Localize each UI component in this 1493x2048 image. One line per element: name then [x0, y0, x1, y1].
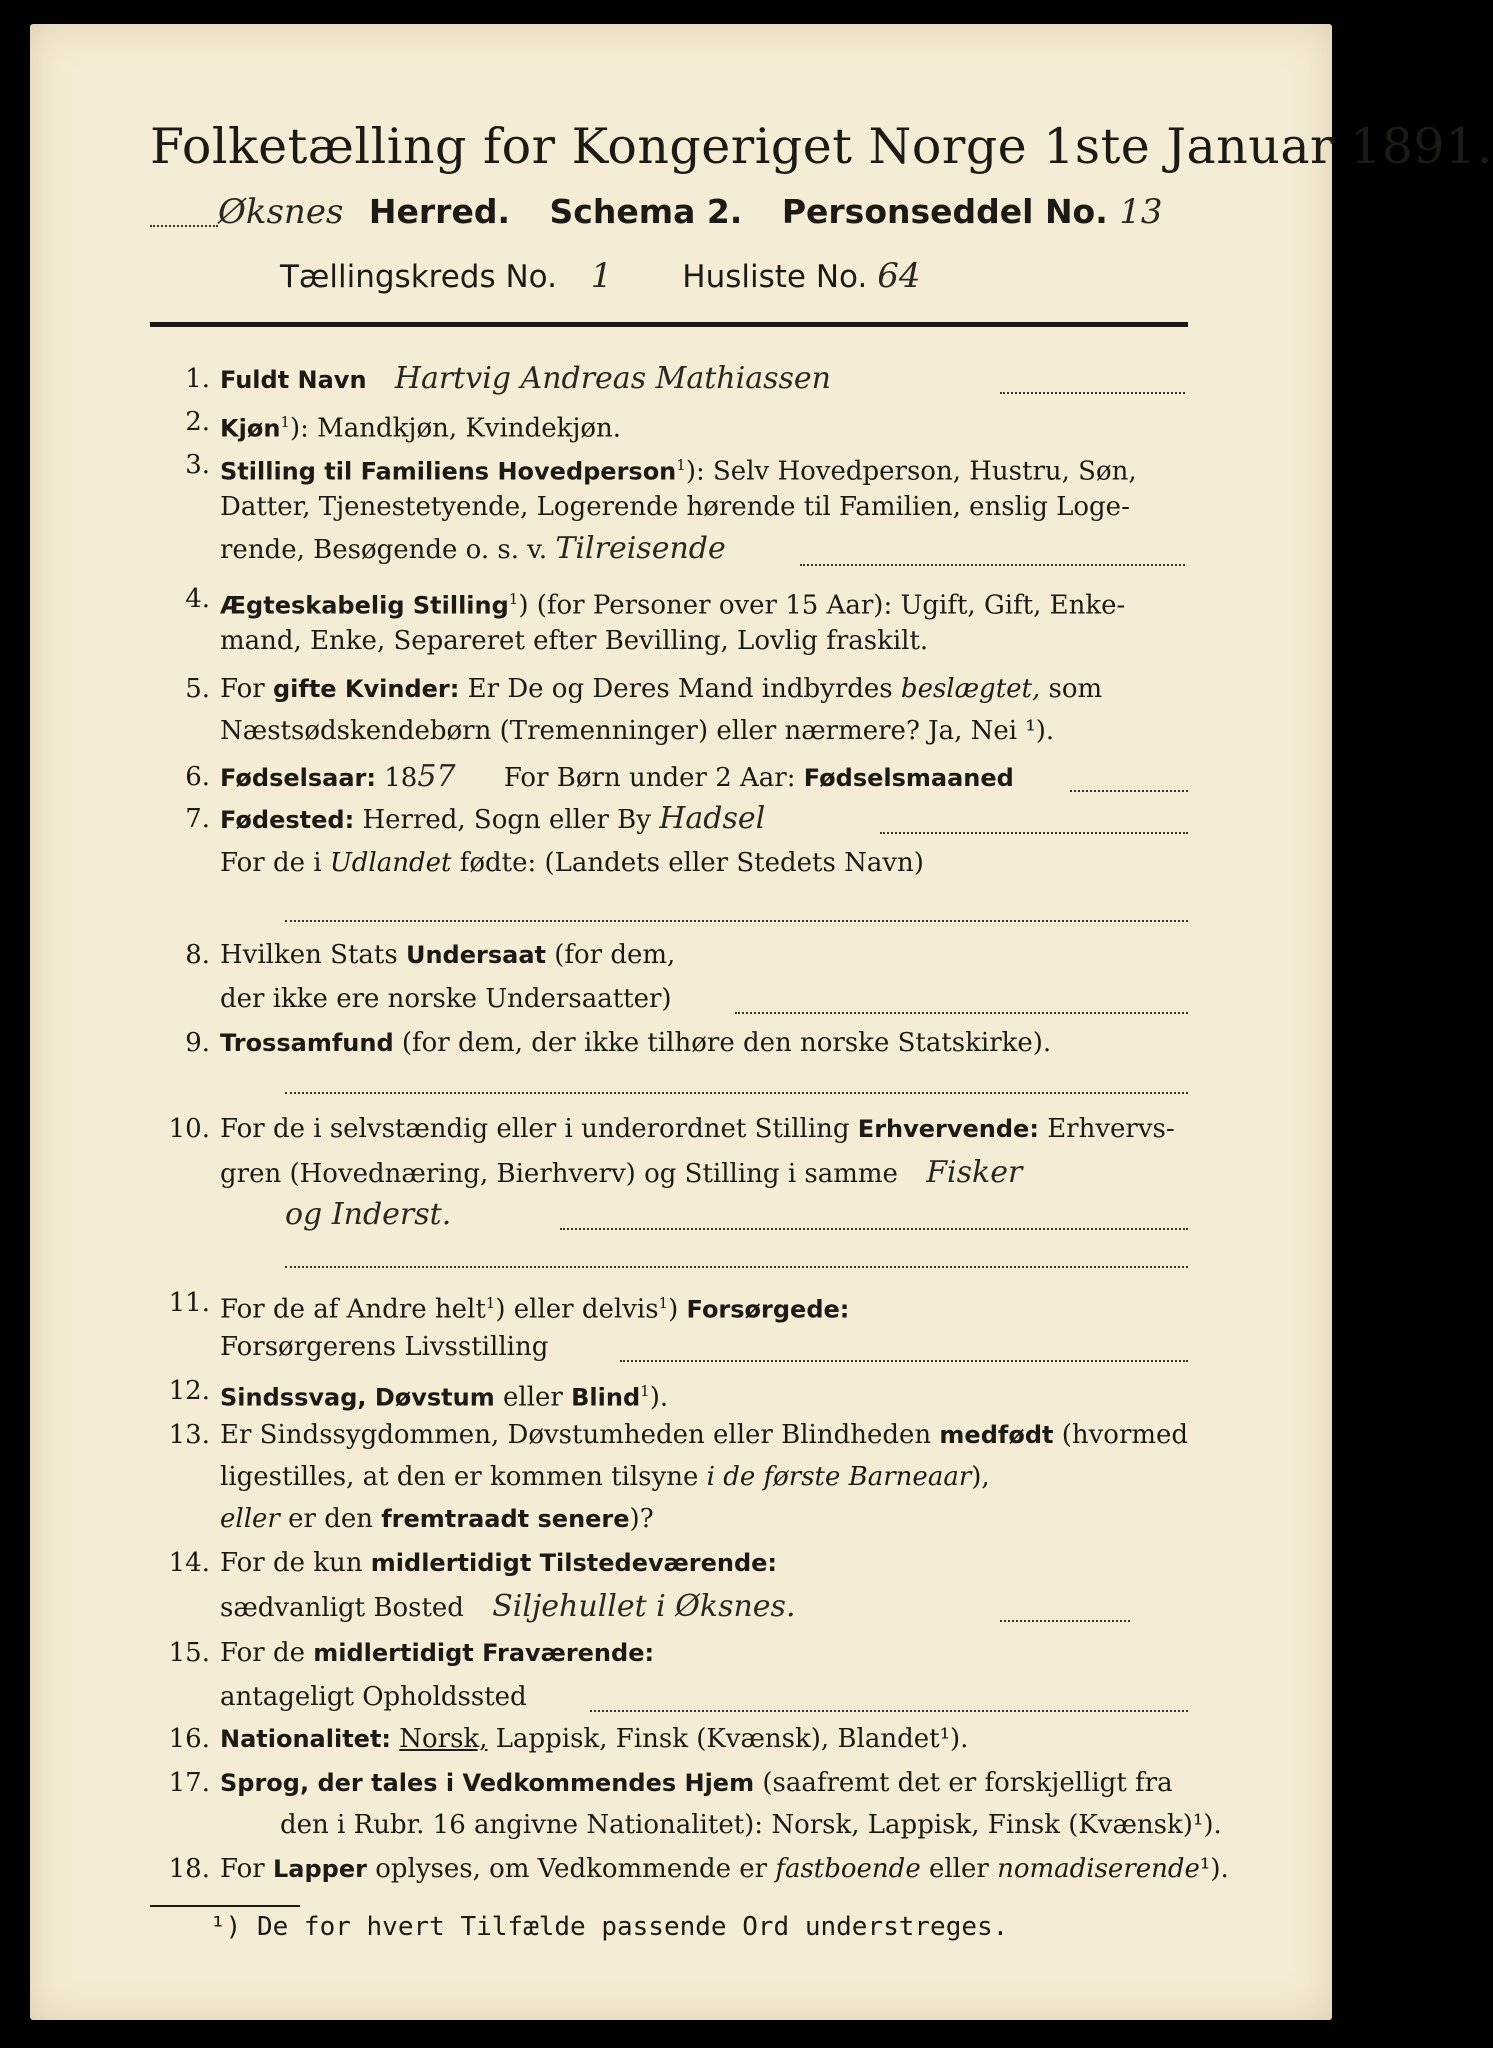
item-14-pre: For de kun: [220, 1548, 363, 1578]
item-13-text-3b: )?: [629, 1504, 654, 1534]
item-12-label-2: Blind: [571, 1383, 641, 1412]
kreds-value: 1: [590, 256, 613, 296]
item-8-text-1a: Hvilken Stats: [220, 940, 398, 970]
item-9-dots: [285, 1092, 1188, 1094]
item-7-number: 7.: [185, 804, 210, 834]
item-1-dots: [1000, 392, 1185, 394]
item-7-text-1: Herred, Sogn eller By: [362, 805, 651, 835]
item-8-text-2: der ikke ere norske Undersaatter): [220, 984, 672, 1014]
item-5-text-1: Er De og Deres Mand indbyrdes: [467, 674, 893, 704]
item-12-rest: ).: [649, 1382, 669, 1413]
form-title: Folketælling for Kongeriget Norge 1ste Januar 1891.: [150, 118, 1493, 175]
item-10-label: Erhvervende:: [857, 1115, 1039, 1143]
item-17-label: Sprog, der tales i Vedkommendes Hjem: [220, 1769, 755, 1797]
full-name-value: Hartvig Andreas Mathiassen: [394, 361, 831, 396]
item-9-number: 9.: [185, 1028, 210, 1058]
item-12-text: Sindssvag, Døvstum eller Blind$^1$).: [220, 1382, 669, 1413]
item-14-text-2: sædvanligt Bosted: [220, 1593, 464, 1623]
item-18-text-1b: eller: [928, 1854, 989, 1884]
birth-year-value: 57: [417, 759, 456, 794]
item-18-emphasis-1: fastboende: [775, 1854, 921, 1884]
birthplace-value: Hadsel: [659, 801, 766, 836]
item-10-extra-dots: [285, 1266, 1188, 1268]
item-11-dots: [620, 1360, 1188, 1362]
item-5-text-2: Næstsødskendebørn (Tremenninger) eller nærmere? Ja, Nei ¹).: [220, 716, 1055, 746]
item-1-text: [220, 362, 831, 397]
item-14-number: 14.: [168, 1548, 210, 1578]
item-6-dots: [1070, 790, 1188, 792]
item-6-label: Fødselsaar:: [220, 764, 376, 792]
item-13-line-1: [220, 1418, 1188, 1452]
item-4-label: Ægteskabelig Stilling: [220, 591, 509, 620]
schema-label: Schema 2.: [549, 192, 743, 231]
item-7-foreign-dots: [285, 920, 1188, 922]
item-4-line-1: Ægteskabelig Stilling$^1$) (for Personer over 15 Aar): Ugift, Gift, Enke-: [220, 590, 1126, 621]
item-10-text-1a: For de i selvstændig eller i underordnet Stilling: [220, 1114, 850, 1144]
occupation-value-2: og Inderst.: [285, 1197, 452, 1232]
item-7-text-2a: For de i: [220, 848, 322, 878]
item-16-rest: Lappisk, Finsk (Kvænsk), Blandet¹).: [495, 1724, 969, 1754]
nationality-selected: Norsk,: [399, 1724, 488, 1754]
item-13-text-3: [220, 1502, 654, 1536]
item-13-text-2a: ligestilles, at den er kommen tilsyne: [220, 1462, 699, 1492]
item-10-number: 10.: [168, 1114, 210, 1144]
birth-year-prefix: 18: [384, 763, 418, 793]
item-6-number: 6.: [185, 762, 210, 792]
item-13-emphasis-2: eller: [220, 1504, 280, 1534]
item-11-text-2: Forsørgerens Livsstilling: [220, 1332, 549, 1362]
item-7-line-1: [220, 802, 765, 837]
item-5-label: gifte Kvinder:: [272, 675, 460, 703]
item-15-pre: For de: [220, 1638, 305, 1668]
item-18-pre: For: [220, 1854, 265, 1884]
item-13-text-2b: ),: [971, 1462, 990, 1492]
husliste-value: 64: [877, 256, 921, 296]
item-13-label-2: fremtraadt senere: [381, 1505, 630, 1533]
occupation-value-1: Fisker: [926, 1155, 1023, 1190]
item-6-mid: For Børn under 2 Aar:: [503, 763, 796, 793]
item-18-emphasis-2: nomadiserende: [997, 1854, 1200, 1884]
item-14-dots: [1000, 1620, 1130, 1622]
item-16-text: [220, 1722, 968, 1756]
item-4-options-1: ) (for Personer over 15 Aar): Ugift, Gift, Enke-: [518, 590, 1126, 621]
item-8-number: 8.: [185, 940, 210, 970]
item-13-text-1b: (hvormed: [1061, 1420, 1189, 1450]
item-5-pre: For: [220, 674, 265, 704]
item-8-text-1b: (for dem,: [554, 940, 676, 970]
item-11-sup-2: 1: [658, 1294, 669, 1312]
personseddel-label: Personseddel No.: [781, 192, 1108, 231]
item-5-emphasis: beslægtet,: [900, 674, 1041, 704]
item-16-number: 16.: [168, 1724, 210, 1754]
herred-line: [218, 192, 1163, 232]
item-5-line-1: [220, 672, 1102, 706]
kreds-line: [280, 256, 920, 296]
item-11-text-1a: For de af Andre helt: [220, 1294, 486, 1325]
item-11-line-1: [220, 1286, 849, 1327]
item-2-sup: 1: [280, 413, 290, 431]
item-14-text-2-wrap: [220, 1590, 795, 1625]
item-18-text: [220, 1852, 1229, 1886]
item-15-dots: [590, 1710, 1188, 1712]
item-15-label: midlertidigt Fraværende:: [313, 1639, 655, 1667]
herred-leader-dots: [150, 225, 218, 227]
item-18-text-1c: ¹).: [1199, 1854, 1229, 1884]
item-3-options-3-wrap: [220, 532, 726, 567]
item-7-label: Fødested:: [220, 806, 355, 834]
personseddel-value: 13: [1119, 192, 1163, 232]
item-11-number: 11.: [168, 1288, 210, 1318]
item-10-text-2-wrap: [220, 1156, 1022, 1191]
item-5-text-1b: som: [1048, 674, 1103, 704]
item-13-text-2: [220, 1460, 990, 1494]
item-12-mid: eller: [503, 1382, 563, 1413]
item-2-number: 2.: [185, 407, 210, 437]
item-18-text-1a: oplyses, om Vedkommende er: [375, 1854, 768, 1884]
item-13-number: 13.: [168, 1420, 210, 1450]
item-5-number: 5.: [185, 674, 210, 704]
item-3-options-3: rende, Besøgende o. s. v.: [220, 535, 548, 565]
item-3-dots: [800, 564, 1185, 566]
item-4-options-2: mand, Enke, Separeret efter Bevilling, Lovlig fraskilt.: [220, 626, 929, 656]
item-15-number: 15.: [168, 1638, 210, 1668]
item-8-line-1: [220, 938, 675, 972]
item-12-label: Sindssvag, Døvstum: [220, 1383, 495, 1412]
item-1-label: Fuldt Navn: [220, 366, 367, 394]
footnote: ¹) De for hvert Tilfælde passende Ord understreges.: [210, 1912, 1009, 1942]
item-10-text-1b: Erhvervs-: [1047, 1114, 1175, 1144]
family-position-value: Tilreisende: [555, 531, 726, 566]
item-16-label: Nationalitet:: [220, 1725, 392, 1753]
item-3-options-1: ): Selv Hovedperson, Hustru, Søn,: [685, 456, 1137, 487]
item-17-text-1: (saafremt det er forskjelligt fra: [762, 1768, 1173, 1798]
item-13-text-3a: er den: [288, 1504, 373, 1534]
kreds-label: Tællingskreds No.: [280, 259, 557, 295]
item-3-label: Stilling til Familiens Hovedperson: [220, 457, 677, 486]
item-15-text-2: antageligt Opholdssted: [220, 1682, 527, 1712]
item-14-line-1: [220, 1546, 777, 1580]
item-7-dots: [880, 832, 1188, 834]
item-8-dots: [735, 1012, 1188, 1014]
item-9-rest: (for dem, der ikke tilhøre den norske Statskirke).: [401, 1028, 1052, 1058]
item-11-text-1b: ) eller delvis: [495, 1294, 659, 1325]
item-2-text: [220, 405, 621, 446]
item-7-text-2: [220, 846, 924, 880]
herred-value: Øksnes: [218, 192, 344, 232]
footnote-rule: [150, 1905, 300, 1907]
item-10-dots: [560, 1228, 1188, 1230]
item-10-text-2: gren (Hovednæring, Bierhverv) og Stilling i samme: [220, 1159, 898, 1189]
item-9-label: Trossamfund: [220, 1029, 394, 1057]
husliste-label: Husliste No.: [682, 259, 868, 295]
item-17-text-2: den i Rubr. 16 angivne Nationalitet): Norsk, Lappisk, Finsk (Kvænsk)¹).: [280, 1810, 1222, 1840]
item-14-label: midlertidigt Tilstedeværende:: [370, 1549, 778, 1577]
item-18-number: 18.: [168, 1854, 210, 1884]
item-3-line-1: Stilling til Familiens Hovedperson$^1$): Selv Hovedperson, Hustru, Søn,: [220, 456, 1137, 487]
item-11-label: Forsørgede:: [686, 1295, 850, 1324]
item-17-number: 17.: [168, 1768, 210, 1798]
item-13-label: medfødt: [939, 1421, 1054, 1449]
item-2-options: ): Mandkjøn, Kvindekjøn.: [289, 413, 622, 444]
item-7-text-2b: fødte: (Landets eller Stedets Navn): [459, 848, 924, 878]
header-rule: [150, 322, 1188, 327]
item-13-emphasis: i de første Barneaar: [706, 1462, 972, 1492]
item-18-label: Lapper: [272, 1855, 367, 1883]
item-9-text: [220, 1026, 1051, 1060]
item-4-number: 4.: [185, 584, 210, 614]
item-12-number: 12.: [168, 1376, 210, 1406]
item-17-line-1: [220, 1766, 1173, 1800]
herred-label: Herred.: [368, 192, 510, 231]
item-11-text-1c: ): [668, 1294, 679, 1325]
usual-residence-value: Siljehullet i Øksnes.: [492, 1589, 796, 1624]
item-13-text-1a: Er Sindssygdommen, Døvstumheden eller Blindheden: [220, 1420, 932, 1450]
item-10-line-1: [220, 1112, 1175, 1146]
item-3-options-2: Datter, Tjenestetyende, Logerende hørende til Familien, enslig Loge-: [220, 492, 1130, 522]
item-2-label: Kjøn: [220, 414, 281, 443]
item-11-sup-1: 1: [485, 1294, 496, 1312]
item-7-emphasis: Udlandet: [329, 848, 452, 878]
item-6-text: [220, 760, 1014, 795]
item-3-number: 3.: [185, 450, 210, 480]
item-8-label: Undersaat: [405, 941, 546, 969]
item-6-label-2: Fødselsmaaned: [803, 764, 1014, 792]
item-15-line-1: [220, 1636, 654, 1670]
item-1-number: 1.: [185, 364, 210, 394]
